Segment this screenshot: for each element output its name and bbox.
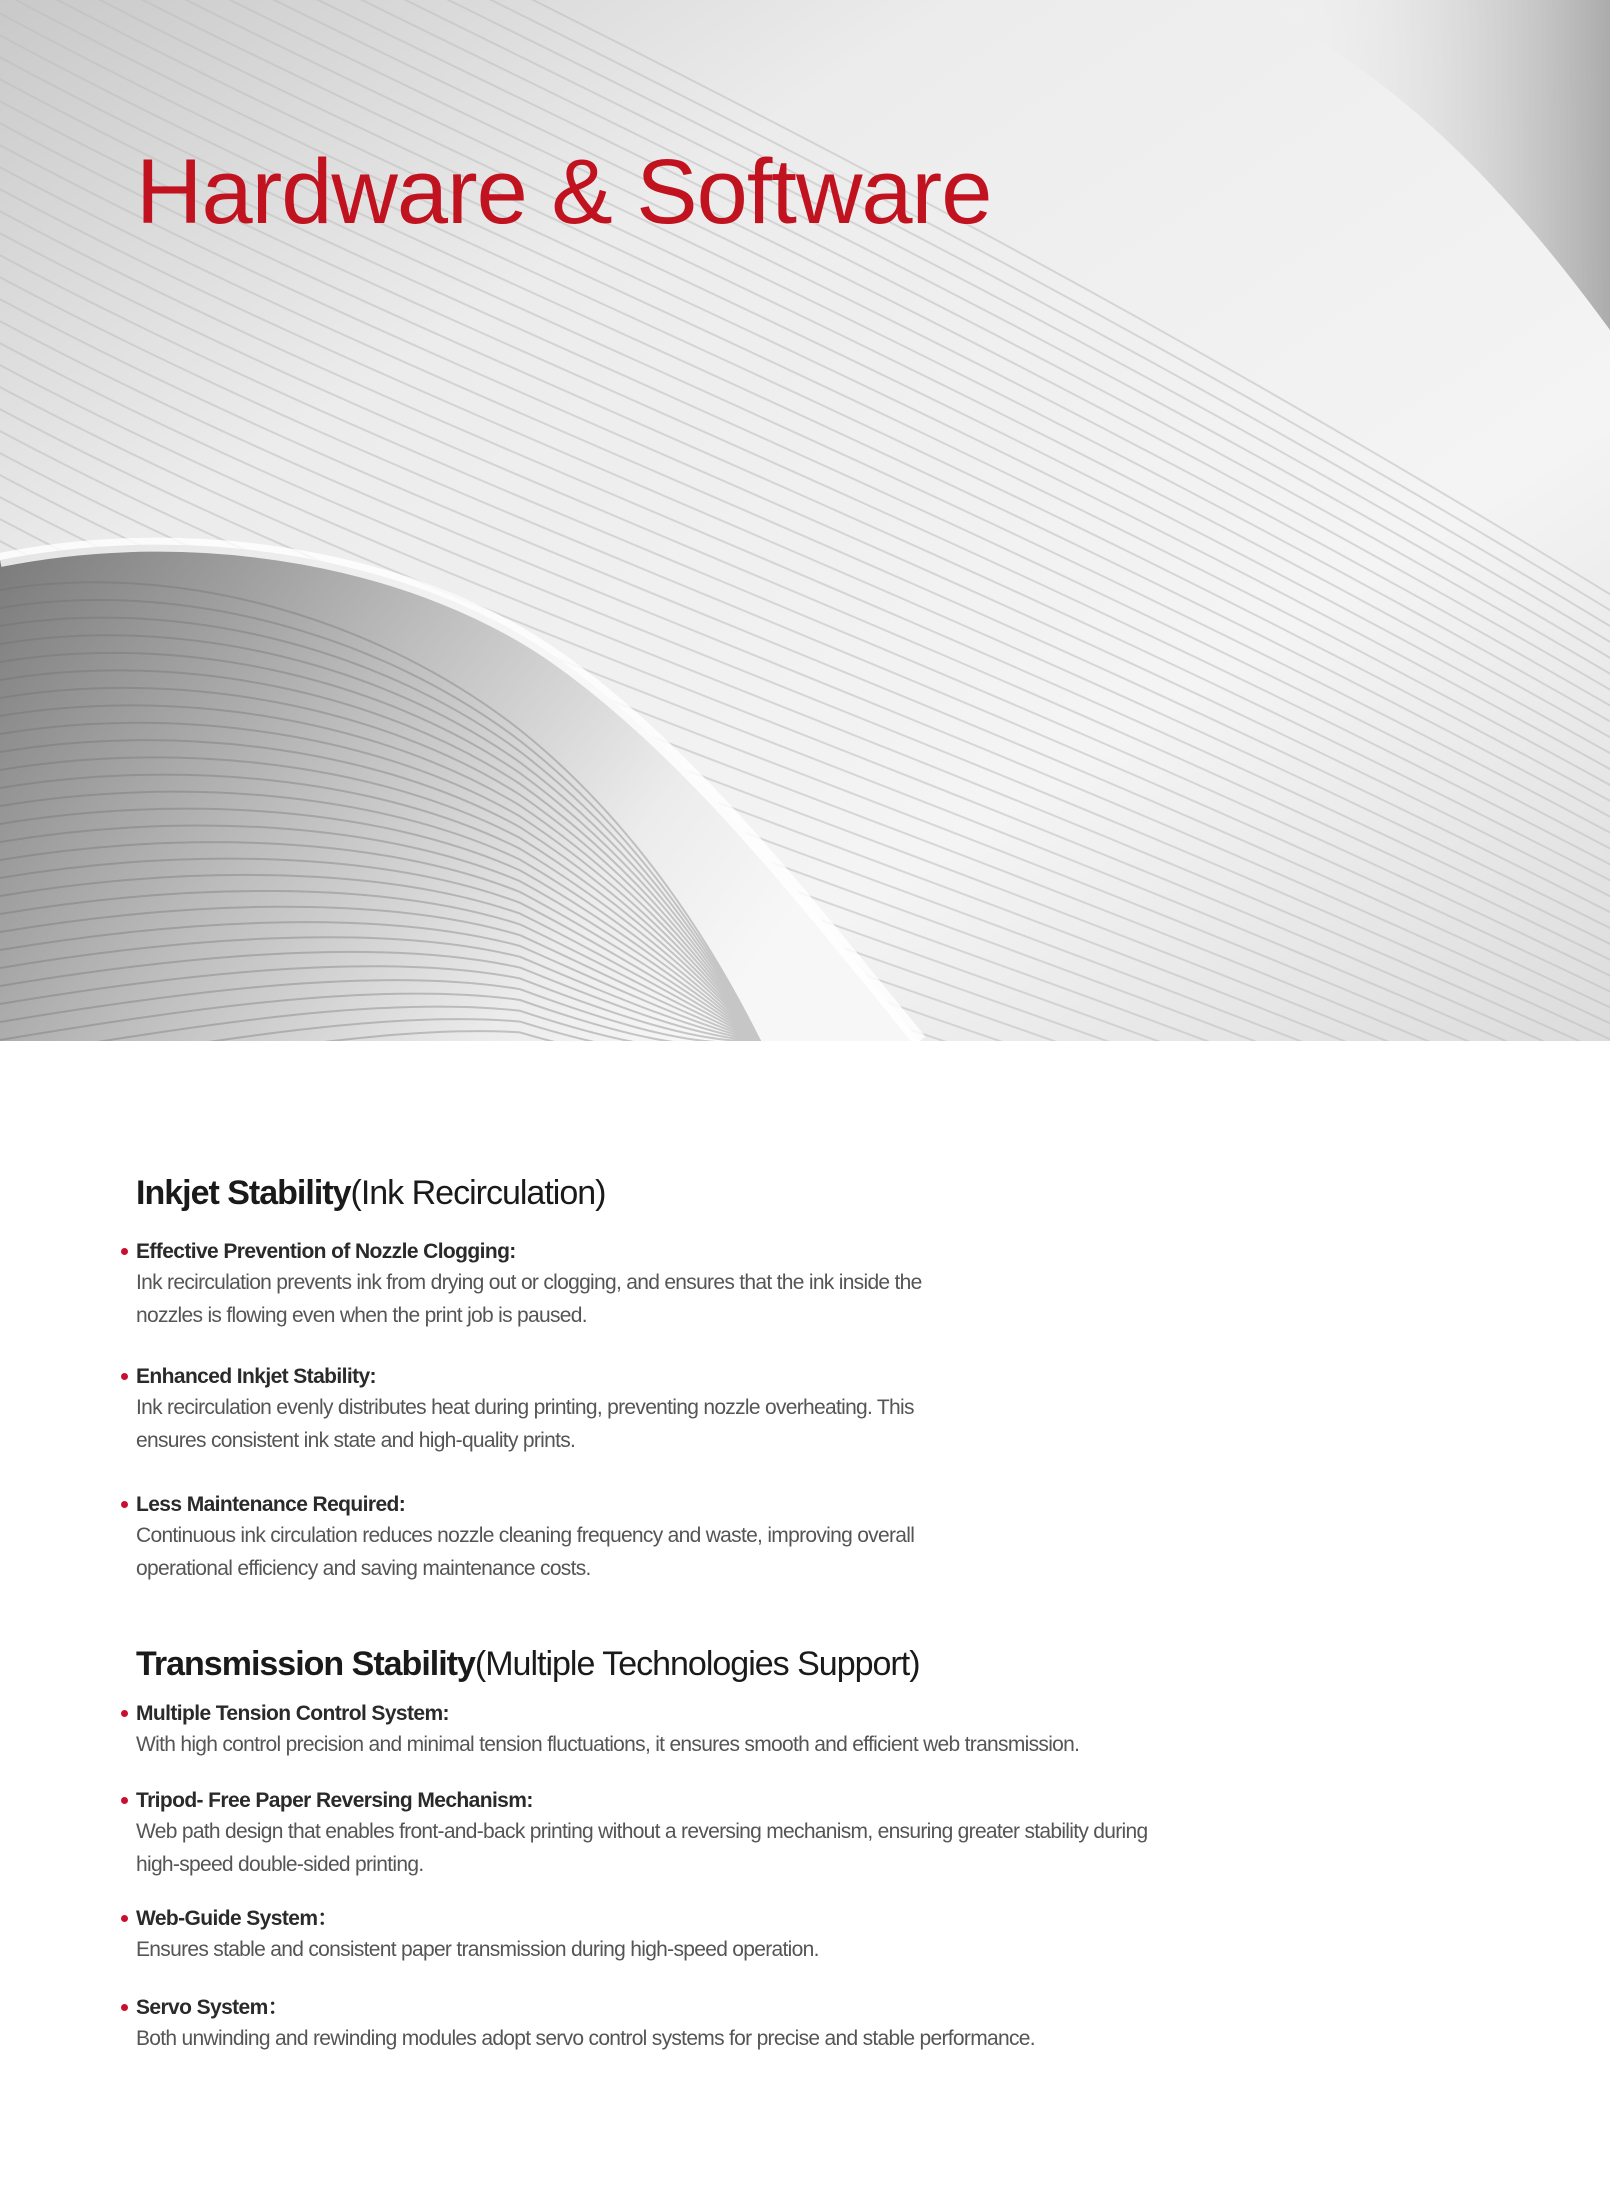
bullet-icon	[121, 1248, 128, 1255]
section-title-transmission-stability	[136, 1645, 920, 1684]
list-item	[136, 1490, 1336, 1585]
section-title-sub: (Ink Recirculation)	[350, 1174, 606, 1212]
hero-banner	[0, 0, 1610, 1041]
list-item	[136, 1904, 1336, 1967]
section-title-bold: Inkjet Stability	[136, 1174, 351, 1212]
page-title: Hardware & Software	[136, 141, 992, 243]
item-title: Effective Prevention of Nozzle Clogging:	[136, 1240, 516, 1263]
bullet-icon	[121, 1797, 128, 1804]
section-title-bold: Transmission Stability	[136, 1645, 475, 1683]
list-item	[136, 1237, 1336, 1332]
list-item	[136, 1786, 1336, 1881]
item-title: Servo System：	[136, 1996, 289, 2019]
bullet-icon	[121, 1501, 128, 1508]
item-text: Continuous ink circulation reduces nozzle cleaning frequency and waste, improving overall operational efficiency and saving maintenance costs.	[136, 1524, 915, 1580]
section-title-sub: (Multiple Technologies Support)	[474, 1645, 920, 1683]
item-title: Web-Guide System：	[136, 1907, 338, 1930]
bullet-icon	[121, 1373, 128, 1380]
section-title-inkjet-stability	[136, 1174, 605, 1213]
item-text: Ink recirculation prevents ink from drying out or clogging, and ensures that the ink inside the nozzles is flowing even when the print job is paused.	[136, 1271, 922, 1327]
bullet-icon	[121, 1915, 128, 1922]
list-item	[136, 1993, 1336, 2056]
item-text: Ink recirculation evenly distributes heat during printing, preventing nozzle overheating. This ensures consistent ink state and high-quality prints.	[136, 1396, 914, 1452]
item-text: With high control precision and minimal tension fluctuations, it ensures smooth and efficient web transmission.	[136, 1733, 1080, 1756]
bullet-icon	[121, 1710, 128, 1717]
item-title: Tripod- Free Paper Reversing Mechanism:	[136, 1789, 533, 1812]
item-text: Ensures stable and consistent paper transmission during high-speed operation.	[136, 1938, 819, 1961]
list-item	[136, 1699, 1336, 1762]
item-title: Enhanced Inkjet Stability:	[136, 1365, 376, 1388]
list-item	[136, 1362, 1336, 1457]
item-title: Less Maintenance Required:	[136, 1493, 406, 1516]
item-text: Web path design that enables front-and-back printing without a reversing mechanism, ensuring greater stability during high-speed double-sided printing.	[136, 1820, 1148, 1876]
item-text: Both unwinding and rewinding modules adopt servo control systems for precise and stable performance.	[136, 2027, 1035, 2050]
item-title: Multiple Tension Control System:	[136, 1702, 449, 1725]
bullet-icon	[121, 2004, 128, 2011]
